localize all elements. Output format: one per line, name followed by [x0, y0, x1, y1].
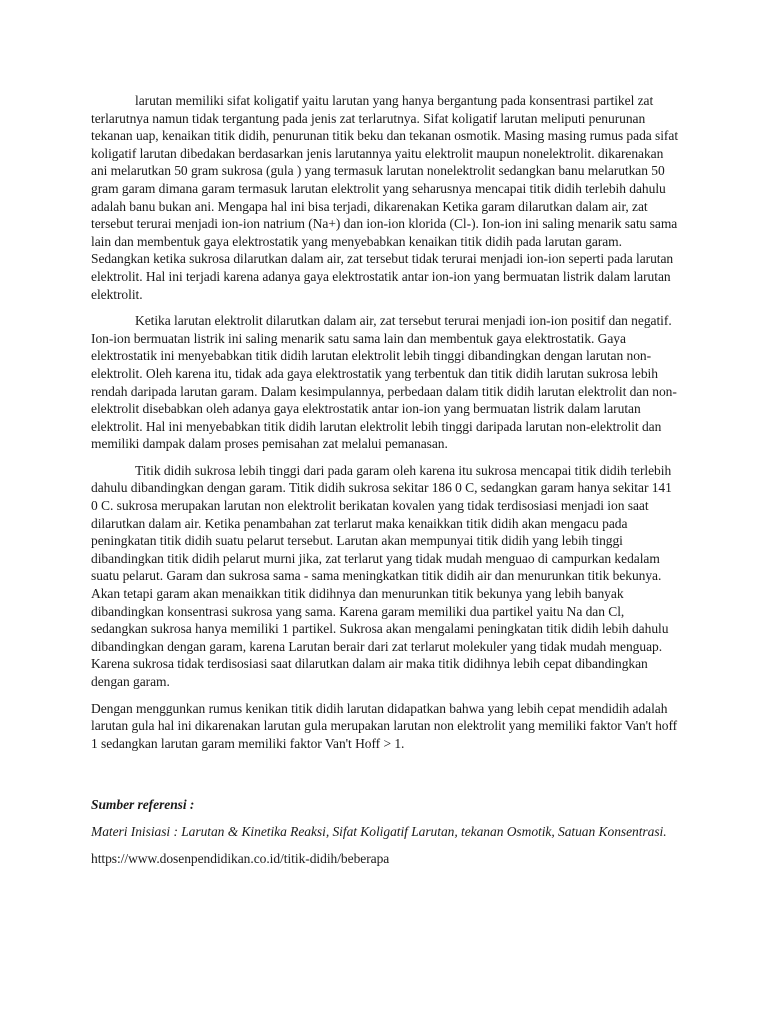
paragraph-2: Ketika larutan elektrolit dilarutkan dalam air, zat tersebut terurai menjadi ion-ion positif dan negatif. Ion-ion bermuatan listrik ini saling menarik satu sama lain dan membentuk gaya elektrostatik. Gaya elektrostatik ini menyebabkan titik didih larutan elektrolit lebih tinggi dibandingkan dengan larutan non-elektrolit. Oleh karena itu, tidak ada gaya elektrostatik yang terbentuk dan titik didih larutan sukrosa lebih rendah daripada larutan garam. Dalam kesimpulannya, perbedaan dalam titik didih larutan elektrolit dan non-elektrolit disebabkan oleh adanya gaya elektrostatik antar ion-ion yang bermuatan listrik dalam larutan elektrolit. Hal ini menyebabkan titik didih larutan elektrolit lebih tinggi daripada larutan non-elektrolit dan memiliki dampak dalam proses pemisahan zat melalui pemanasan.	[91, 313, 677, 452]
paragraph-1: larutan memiliki sifat koligatif yaitu larutan yang hanya bergantung pada konsentrasi partikel zat terlarutnya namun tidak tergantung pada jenis zat terlarutnya. Sifat koligatif larutan meliputi penurunan tekanan uap, kenaikan titik didih, penurunan titik beku dan tekanan osmotik. Masing masing rumus pada sifat koligatif larutan dibedakan berdasarkan jenis larutannya yaitu elektrolit maupun nonelektrolit. dikarenakan ani melarutkan 50 gram sukrosa (gula ) yang termasuk larutan nonelektrolit sedangkan banu melarutkan 50 gram garam dimana garam termasuk larutan elektrolit yang seharusnya mencapai titik didih terlebih dahulu adalah banu bukan ani. Mengapa hal ini bisa terjadi, dikarenakan Ketika garam dilarutkan dalam air, zat tersebut terurai menjadi ion-ion natrium (Na+) dan ion-ion klorida (Cl-). Ion-ion ini saling menarik satu sama lain dan membentuk gaya elektrostatik yang menyebabkan kenaikan titik didih pada larutan garam. Sedangkan ketika sukrosa dilarutkan dalam air, zat tersebut tidak terurai menjadi ion-ion seperti pada larutan elektrolit. Hal ini terjadi karena adanya gaya elektrostatik antar ion-ion yang bermuatan listrik dalam larutan elektrolit.	[91, 93, 679, 302]
reference-url: https://www.dosenpendidikan.co.id/titik-didih/beberapa	[91, 850, 390, 866]
paragraph-3: Titik didih sukrosa lebih tinggi dari pada garam oleh karena itu sukrosa mencapai titik didih terlebih dahulu dibandingkan dengan garam. Titik didih sukrosa sekitar 186 0 C, sedangkan garam hanya sekitar 141 0 C. sukrosa merupakan larutan non elektrolit berikatan kovalen yang tidak terdisosiasi menjadi ion saat dilarutkan dalam air. Ketika penambahan zat terlarut maka kenaikkan titik didih akan mengacu pada peningkatan titik didih suatu pelarut tersebut. Larutan akan mempunyai titik didih yang lebih tinggi dibandingkan titik didih pelarut murni jika, zat terlarut yang tidak mudah menguao di campurkan kedalam suatu pelarut. Garam dan sukrosa sama - sama meningkatkan titik didih air dan menurunkan titik bekunya. Akan tetapi garam akan menaikkan titik didihnya dan menurunkan titik bekunya yang lebih banyak dibandingkan konsentrasi sukrosa yang sama. Karena garam memiliki dua partikel yaitu Na dan Cl, sedangkan sukrosa hanya memiliki 1 partikel. Sukrosa akan mengalami peningkatan titik didih lebih dahulu dibandingkan dengan garam, karena Larutan berair dari zat terlarut molekuler yang tidak mudah menguap. Karena sukrosa tidak terdisosiasi saat dilarutkan dalam air maka titik didihnya lebih cepat dibandingkan dengan garam.	[91, 462, 672, 689]
section-gap	[91, 761, 679, 796]
references-heading: Sumber referensi :	[91, 797, 195, 813]
paragraph-4: Dengan menggunkan rumus kenikan titik didih larutan didapatkan bahwa yang lebih cepat mendidih adalah larutan gula hal ini dikarenakan larutan gula merupakan larutan non elektrolit yang memiliki faktor Van't hoff 1 sedangkan larutan garam memiliki faktor Van't Hoff > 1.	[91, 700, 678, 751]
reference-item: Materi Inisiasi : Larutan & Kinetika Reaksi, Sifat Koligatif Larutan, tekanan Osmotik, Satuan Konsentrasi.	[91, 823, 667, 839]
document-page	[91, 92, 679, 867]
